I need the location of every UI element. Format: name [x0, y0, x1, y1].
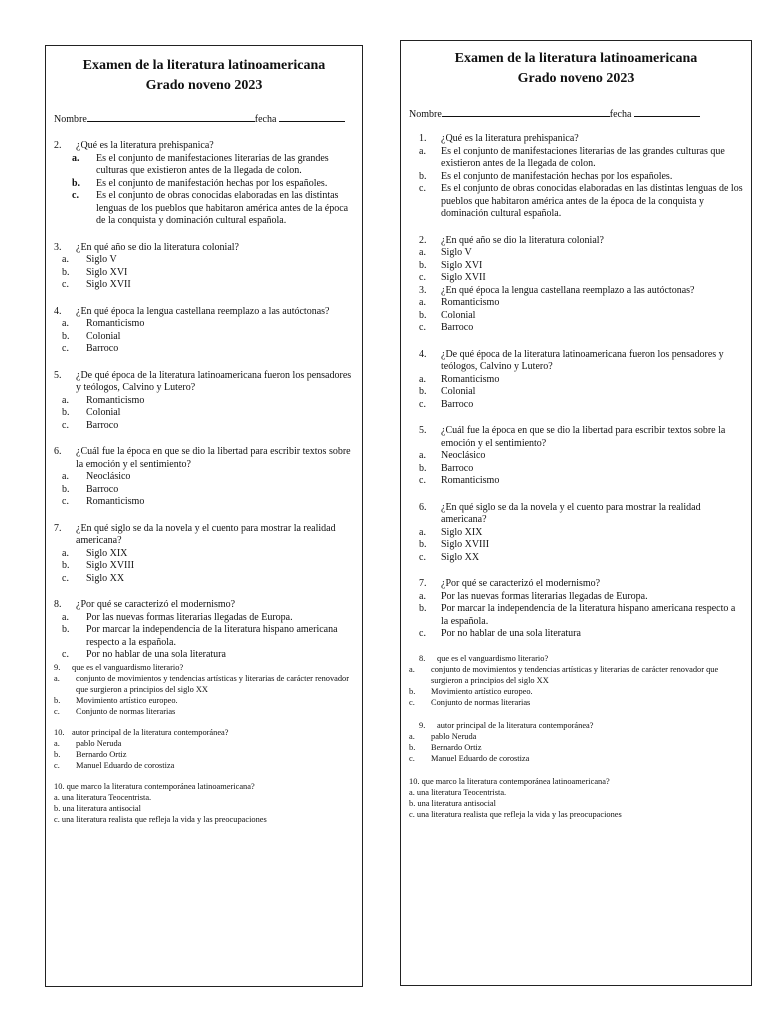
option-text: pablo Neruda — [76, 738, 122, 748]
option-text: Siglo XVI — [86, 266, 128, 278]
nombre-blank[interactable] — [442, 107, 610, 117]
question-8 — [409, 653, 743, 664]
option-text: Siglo XVIII — [441, 539, 490, 550]
question-6 — [54, 523, 354, 548]
option-b — [54, 331, 354, 344]
option-text: Romanticismo — [86, 496, 145, 507]
option-text: Colonial — [86, 407, 121, 418]
question-number: 10. — [54, 727, 65, 737]
option-letter: a. — [54, 738, 60, 748]
nombre-label: Nombre — [54, 114, 87, 125]
question-text: ¿Qué es la literatura prehispanica? — [76, 140, 214, 151]
option-b — [409, 260, 743, 273]
option-text: Siglo XIX — [86, 547, 128, 559]
option-text: pablo Neruda — [431, 731, 477, 741]
option-letter: c. — [419, 398, 426, 410]
question-2 — [54, 242, 354, 255]
option-text: Bernardo Ortiz — [431, 742, 482, 752]
nombre-blank[interactable] — [87, 112, 255, 122]
option-text: Colonial — [441, 309, 476, 321]
option-text: Barroco — [441, 398, 474, 410]
option-a — [54, 673, 354, 695]
name-date-line — [409, 107, 743, 120]
option-a — [54, 254, 354, 267]
option-letter: c. — [419, 628, 426, 639]
option-b — [54, 267, 354, 280]
question-text: ¿Qué es la literatura prehispanica? — [441, 133, 579, 144]
question-text: que es el vanguardismo literario? — [72, 662, 184, 672]
option-b — [54, 560, 354, 573]
question-4 — [54, 370, 354, 395]
option-text: Manuel Eduardo de corostiza — [431, 753, 530, 763]
option-a: a. una literatura Teocentrista. — [409, 787, 507, 797]
option-letter: b. — [62, 266, 70, 278]
option-text: Romanticismo — [441, 373, 500, 385]
question-number: 2. — [54, 140, 62, 151]
question-number: 8. — [419, 653, 426, 663]
option-letter: c. — [419, 322, 426, 333]
option-b — [409, 310, 743, 323]
exam-subtitle: Grado noveno 2023 — [517, 71, 635, 86]
option-letter: b. — [419, 170, 427, 182]
question-text: ¿En qué año se dio la literatura colonial? — [441, 234, 604, 246]
question-1 — [409, 133, 743, 146]
fecha-blank[interactable] — [279, 112, 345, 122]
question-number: 8. — [54, 599, 62, 610]
option-letter: a. — [409, 664, 415, 674]
option-letter: a. — [54, 673, 60, 683]
question-text: que es el vanguardismo literario? — [437, 653, 549, 663]
option-a — [409, 731, 743, 742]
option-letter: c. — [62, 419, 69, 431]
name-date-line — [54, 112, 354, 125]
option-b — [54, 624, 354, 649]
option-text: Barroco — [441, 462, 474, 474]
option-text: Siglo XVII — [86, 279, 131, 290]
option-letter: b. — [54, 749, 61, 759]
option-letter: a. — [419, 450, 426, 461]
option-letter: a. — [419, 373, 426, 385]
option-letter: a. — [419, 297, 426, 308]
option-text: Siglo V — [86, 254, 117, 265]
option-text: conjunto de movimientos y tendencias artísticas y literarias de carácter renovador que surgieron a principios del siglo XX — [431, 664, 719, 685]
option-letter: b. — [62, 560, 70, 571]
option-letter: b. — [419, 603, 427, 614]
option-letter: a. — [62, 547, 69, 559]
option-a — [54, 318, 354, 331]
question-3 — [409, 285, 743, 298]
option-c — [54, 649, 354, 662]
option-c — [409, 628, 743, 641]
question-text: ¿En qué siglo se da la novela y el cuento para mostrar la realidad americana? — [76, 522, 336, 546]
option-b — [54, 407, 354, 420]
option-text: Movimiento artístico europeo. — [431, 686, 533, 696]
option-c — [409, 552, 743, 565]
question-4 — [409, 349, 743, 374]
option-a — [409, 374, 743, 387]
option-c — [54, 496, 354, 509]
option-c: c. una literatura realista que refleja la vida y las preocupaciones — [409, 809, 622, 819]
option-text: Siglo XX — [86, 572, 125, 584]
option-letter: a. — [419, 526, 426, 538]
option-letter: c. — [419, 475, 426, 486]
question-text: ¿Cuál fue la época en que se dio la libertad para escribir textos sobre la emoción y el sentimiento? — [76, 446, 351, 470]
option-letter: b. — [72, 177, 81, 189]
option-a — [54, 548, 354, 561]
option-text: Siglo XX — [441, 551, 480, 563]
option-text: Colonial — [86, 330, 121, 342]
option-letter: b. — [419, 309, 427, 321]
question-text: ¿De qué época de la literatura latinoamericana fueron los pensadores y teólogos, Calvino y Lutero? — [441, 348, 724, 372]
question-number: 7. — [419, 578, 427, 589]
option-a — [409, 297, 743, 310]
question-5 — [409, 425, 743, 450]
option-letter: a. — [62, 611, 69, 623]
question-text: autor principal de la literatura contemporánea? — [437, 720, 594, 730]
nombre-label: Nombre — [409, 109, 442, 120]
option-text: Romanticismo — [441, 475, 500, 486]
option-a — [54, 153, 354, 178]
question-text: ¿En qué siglo se da la novela y el cuento para mostrar la realidad americana? — [441, 501, 701, 525]
option-text: Por no hablar de una sola literatura — [441, 628, 581, 639]
option-text: Por las nuevas formas literarias llegadas de Europa. — [441, 590, 648, 602]
question-9 — [54, 727, 354, 738]
option-letter: c. — [54, 706, 60, 716]
option-text: Neoclásico — [441, 450, 486, 461]
option-a — [409, 450, 743, 463]
option-b — [409, 463, 743, 476]
option-text: Colonial — [441, 386, 476, 397]
option-letter: b. — [419, 462, 427, 474]
option-a — [409, 247, 743, 260]
option-a — [54, 471, 354, 484]
option-text: Es el conjunto de manifestación hechas por los españoles. — [441, 170, 673, 182]
option-text: Siglo XVI — [441, 259, 483, 271]
option-text: Bernardo Ortiz — [76, 749, 127, 759]
option-c — [54, 573, 354, 586]
option-text: Es el conjunto de obras conocidas elaboradas en las distintas lenguas de los pueblos que habitaron américa antes de la época de la conquista y dominación cultural española. — [441, 183, 743, 219]
option-a — [54, 738, 354, 749]
option-b: b. una literatura antisocial — [409, 798, 496, 808]
option-c — [54, 343, 354, 356]
option-b — [409, 603, 743, 628]
option-b — [409, 386, 743, 399]
option-c — [54, 706, 354, 717]
question-number: 4. — [54, 305, 62, 317]
question-text: ¿En qué época la lengua castellana reemplazo a las autóctonas? — [76, 305, 330, 317]
option-letter: b. — [62, 407, 70, 418]
option-a: a. una literatura Teocentrista. — [54, 792, 152, 802]
option-b — [54, 695, 354, 706]
option-letter: a. — [419, 590, 426, 602]
option-b — [409, 539, 743, 552]
option-letter: c. — [62, 279, 69, 290]
option-text: Es el conjunto de obras conocidas elaboradas en las distintas lenguas de los pueblos que habitaron américa antes de la época de la conquista y dominación cultural española. — [96, 190, 349, 226]
option-c — [409, 272, 743, 285]
exam-title: Examen de la literatura latinoamericana — [454, 51, 698, 66]
exam-sheet-right — [400, 40, 752, 986]
option-b — [409, 742, 743, 753]
option-c — [409, 322, 743, 335]
option-letter: b. — [419, 259, 427, 271]
option-b — [54, 749, 354, 760]
option-text: Siglo XVII — [441, 272, 486, 283]
option-letter: c. — [62, 343, 69, 354]
exam-subtitle: Grado noveno 2023 — [145, 78, 263, 93]
question-number: 3. — [54, 241, 62, 253]
option-letter: c. — [419, 551, 426, 563]
question-number: 1. — [419, 133, 427, 144]
option-letter: b. — [62, 624, 70, 635]
option-b — [409, 171, 743, 184]
option-a — [409, 527, 743, 540]
question-number: 5. — [54, 369, 62, 381]
option-text: Por no hablar de una sola literatura — [86, 649, 226, 660]
question-number: 6. — [54, 446, 62, 457]
option-letter: a. — [419, 145, 426, 157]
question-number: 9. — [419, 720, 426, 730]
option-text: Barroco — [86, 483, 119, 495]
option-letter: c. — [62, 572, 69, 584]
option-letter: b. — [409, 742, 416, 752]
question-number: 9. — [54, 662, 61, 672]
option-a — [409, 664, 743, 686]
option-letter: a. — [62, 254, 69, 265]
option-a — [409, 146, 743, 171]
option-letter: c. — [409, 753, 415, 763]
option-text: Conjunto de normas literarias — [431, 697, 531, 707]
question-10-text: 10. que marco la literatura contemporánea latinoamericana? — [409, 776, 610, 786]
option-letter: a. — [72, 152, 80, 164]
option-text: Romanticismo — [441, 297, 500, 308]
fecha-label: fecha — [609, 109, 632, 120]
question-text: autor principal de la literatura contemporánea? — [72, 727, 229, 737]
option-text: Neoclásico — [86, 471, 131, 482]
option-c — [409, 183, 743, 221]
option-c — [409, 753, 743, 764]
question-1 — [54, 140, 354, 153]
option-letter: c. — [409, 697, 415, 707]
option-c — [54, 190, 354, 228]
option-letter: b. — [419, 539, 427, 550]
option-text: Es el conjunto de manifestación hechas por los españoles. — [96, 177, 328, 189]
option-b — [54, 484, 354, 497]
option-text: Por marcar la independencia de la literatura hispano americana respecto a la española. — [441, 603, 736, 627]
question-number: 6. — [419, 501, 427, 513]
question-text: ¿Por qué se caracterizó el modernismo? — [441, 578, 601, 589]
option-b — [54, 178, 354, 191]
option-a — [54, 395, 354, 408]
option-letter: a. — [62, 318, 69, 329]
option-letter: c. — [54, 760, 60, 770]
option-c — [409, 697, 743, 708]
option-letter: b. — [419, 386, 427, 397]
option-b — [409, 686, 743, 697]
question-5 — [54, 446, 354, 471]
option-letter: b. — [62, 483, 70, 495]
option-letter: a. — [62, 394, 69, 406]
option-a — [54, 612, 354, 625]
fecha-blank[interactable] — [634, 107, 700, 117]
question-2 — [409, 235, 743, 248]
option-text: Es el conjunto de manifestaciones literarias de las grandes culturas que existieron antes de la llegada de colon. — [96, 152, 329, 176]
option-text: Es el conjunto de manifestaciones literarias de las grandes culturas que existieron antes de la llegada de colon. — [441, 145, 725, 169]
option-c — [54, 760, 354, 771]
question-number: 2. — [419, 234, 427, 246]
option-text: conjunto de movimientos y tendencias artísticas y literarias de carácter renovador que surgieron a principios del siglo XX — [76, 673, 350, 694]
option-a — [409, 591, 743, 604]
question-8 — [54, 662, 354, 673]
option-text: Conjunto de normas literarias — [76, 706, 176, 716]
question-9 — [409, 720, 743, 731]
question-10-text: 10. que marco la literatura contemporánea latinoamericana? — [54, 781, 255, 791]
question-number: 3. — [419, 284, 427, 296]
option-text: Siglo XVIII — [86, 560, 135, 571]
option-letter: b. — [409, 686, 416, 696]
option-text: Barroco — [86, 419, 119, 431]
option-text: Movimiento artístico europeo. — [76, 695, 178, 705]
option-c — [54, 279, 354, 292]
option-b: b. una literatura antisocial — [54, 803, 141, 813]
question-6 — [409, 502, 743, 527]
question-text: ¿En qué año se dio la literatura colonial? — [76, 241, 239, 253]
question-number: 5. — [419, 425, 427, 436]
option-letter: c. — [419, 272, 426, 283]
question-text: ¿De qué época de la literatura latinoamericana fueron los pensadores y teólogos, Calvino y Lutero? — [76, 369, 352, 393]
fecha-label: fecha — [254, 114, 277, 125]
question-3 — [54, 306, 354, 319]
option-c: c. una literatura realista que refleja la vida y las preocupaciones — [54, 814, 267, 824]
option-text: Por las nuevas formas literarias llegadas de Europa. — [86, 611, 293, 623]
question-7 — [409, 578, 743, 591]
option-letter: c. — [62, 649, 69, 660]
option-letter: c. — [72, 190, 79, 201]
question-text: ¿Por qué se caracterizó el modernismo? — [76, 599, 236, 610]
option-c — [54, 420, 354, 433]
option-text: Siglo XIX — [441, 526, 483, 538]
option-text: Siglo V — [441, 247, 472, 258]
question-number: 4. — [419, 348, 427, 360]
option-text: Por marcar la independencia de la literatura hispano americana respecto a la española. — [86, 624, 338, 648]
option-letter: c. — [419, 183, 426, 194]
option-letter: c. — [62, 496, 69, 507]
question-text: ¿Cuál fue la época en que se dio la libertad para escribir textos sobre la emoción y el sentimiento? — [441, 425, 726, 449]
exam-sheet-left — [45, 45, 363, 987]
option-text: Manuel Eduardo de corostiza — [76, 760, 175, 770]
exam-title: Examen de la literatura latinoamericana — [82, 58, 326, 73]
option-letter: a. — [409, 731, 415, 741]
option-text: Romanticismo — [86, 394, 145, 406]
question-text: ¿En qué época la lengua castellana reemplazo a las autóctonas? — [441, 284, 695, 296]
option-letter: b. — [54, 695, 61, 705]
option-letter: a. — [419, 247, 426, 258]
option-letter: b. — [62, 330, 70, 342]
question-number: 7. — [54, 522, 62, 534]
option-c — [409, 475, 743, 488]
option-letter: a. — [62, 471, 69, 482]
option-text: Romanticismo — [86, 318, 145, 329]
option-c — [409, 399, 743, 412]
option-text: Barroco — [86, 343, 119, 354]
question-7 — [54, 599, 354, 612]
option-text: Barroco — [441, 322, 474, 333]
